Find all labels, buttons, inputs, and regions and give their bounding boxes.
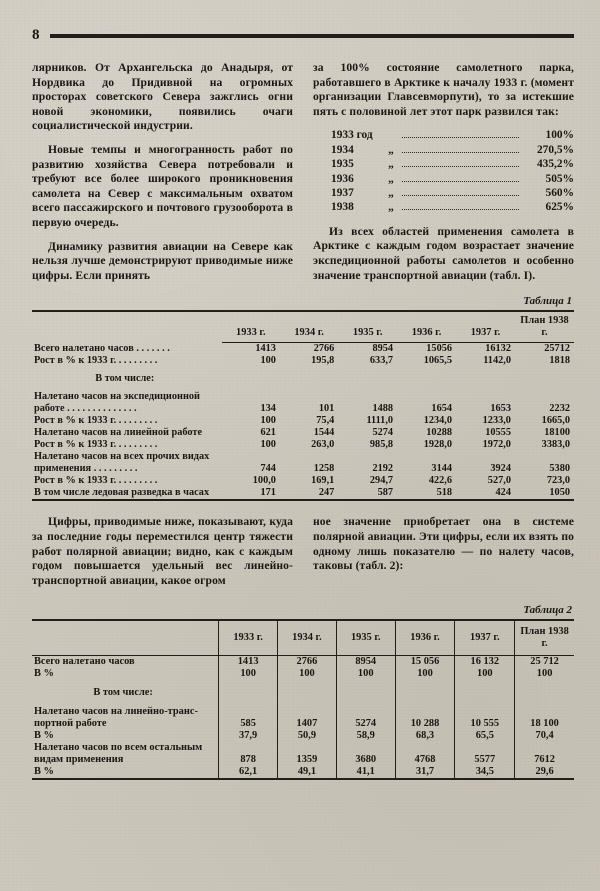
cell: 5577 — [455, 742, 515, 766]
cell: 633,7 — [369, 355, 394, 367]
table-1 — [32, 310, 574, 501]
cell: 1407 — [278, 706, 337, 730]
cell: 34,5 — [455, 766, 515, 779]
list-item — [313, 143, 574, 157]
cell: 15056 — [426, 343, 453, 355]
cell: 50,9 — [278, 730, 337, 742]
row-label: Рост в % к 1933 г. . . . . . . . . — [34, 355, 158, 367]
cell: 1654 — [431, 403, 453, 415]
paragraph: лярников. От Архангельска до Анадыря, от Нордвика до Придивной на огромных просторах советского Севера зажглись огни новой экономики, появились очаги социалистической индустрии. — [32, 61, 293, 133]
spacer-row — [32, 680, 574, 687]
table-row — [32, 355, 574, 367]
cell: 100 — [395, 668, 455, 680]
body-columns — [32, 61, 574, 283]
list-item — [313, 157, 574, 171]
cell: 1665,0 — [541, 415, 570, 427]
cell: 5380 — [549, 463, 570, 475]
cell: 294,7 — [369, 475, 394, 487]
list-item — [313, 186, 574, 200]
stat-value: 560% — [545, 187, 574, 199]
stat-value: 625% — [545, 201, 574, 214]
col-head-1933: 1933 г. — [222, 311, 280, 343]
cell: 70,4 — [515, 730, 574, 742]
cell: 100 — [336, 668, 395, 680]
cell: 422,6 — [428, 475, 453, 487]
cell: 65,5 — [455, 730, 515, 742]
cell: 1413 — [219, 656, 278, 669]
stat-ditto: „ — [388, 187, 394, 199]
cell: 29,6 — [515, 766, 574, 779]
cell: 171 — [260, 487, 276, 499]
table-header-row — [32, 311, 574, 343]
stat-ditto: „ — [388, 158, 394, 171]
cell: 263,0 — [311, 439, 335, 451]
cell: 1234,0 — [423, 415, 453, 427]
header-rule — [50, 34, 575, 38]
cell: 3144 — [431, 463, 453, 475]
cell: 878 — [219, 742, 278, 766]
cell: 10555 — [485, 427, 511, 439]
cell: 2766 — [313, 343, 335, 355]
cell: 1359 — [278, 742, 337, 766]
cell: 100 — [260, 439, 276, 451]
table-row — [32, 343, 574, 356]
cell: 100 — [278, 668, 337, 680]
leader-dots — [402, 186, 519, 196]
cell: 8954 — [372, 343, 394, 355]
cell: 16 132 — [455, 656, 515, 669]
right-column — [313, 61, 574, 283]
cell: 100 — [515, 668, 574, 680]
cell: 10 288 — [395, 706, 455, 730]
col-head-1933: 1933 г. — [219, 620, 278, 656]
table-row — [32, 742, 574, 766]
table-row — [32, 427, 574, 439]
row-label: Рост в % к 1933 г. . . . . . . . . — [34, 475, 158, 487]
cell: 68,3 — [395, 730, 455, 742]
row-label: В том числе ледовая разведка в часах — [34, 487, 210, 499]
cell: 1488 — [372, 403, 394, 415]
table-row — [32, 668, 574, 680]
middle-left-column — [32, 515, 293, 588]
aircraft-fleet-growth-list — [313, 128, 574, 214]
stat-year: 1938 — [331, 201, 354, 214]
paragraph: Цифры, приводимые ниже, показывают, куда за последние годы переместился центр тяжести работ полярной авиации; видно, как с каждым годом повышается удельный вес линейно-транспортной авиации, какое огром — [32, 515, 293, 587]
cell: 16132 — [485, 343, 511, 355]
left-column — [32, 61, 293, 283]
col-head-label — [32, 620, 219, 656]
cell: 10288 — [426, 427, 453, 439]
cell: 169,1 — [311, 475, 335, 487]
row-label: В % — [34, 668, 54, 680]
table-2-caption: Таблица 2 — [523, 604, 572, 617]
stat-ditto: „ — [388, 201, 394, 214]
cell: 424 — [495, 487, 511, 499]
cell: 1233,0 — [482, 415, 511, 427]
table-row — [32, 451, 574, 475]
col-head-1937: 1937 г. — [455, 620, 515, 656]
table-header-row — [32, 620, 574, 656]
stat-year: 1934 — [331, 143, 354, 156]
middle-right-column — [313, 515, 574, 588]
cell: 5274 — [372, 427, 394, 439]
cell: 37,9 — [219, 730, 278, 742]
cell: 134 — [260, 403, 276, 415]
cell: 1653 — [490, 403, 511, 415]
col-head-1935: 1935 г. — [336, 620, 395, 656]
stat-ditto: „ — [388, 172, 394, 185]
row-label: Налетано часов на всех прочих видах применения . . . . . . . . . — [34, 451, 210, 475]
col-head-1935: 1935 г. — [338, 311, 397, 343]
cell: 7612 — [515, 742, 574, 766]
paragraph: Новые темпы и многогранность работ по развитию хозяйства Севера потребовали и требуют все более широкого проникновения самолета на Север с максимальным охватом всего пассажирского и почтового грузооборота в первую очередь. — [32, 142, 293, 229]
list-item — [313, 200, 574, 214]
stat-value: 505% — [545, 172, 574, 185]
cell: 62,1 — [219, 766, 278, 779]
leader-dots — [402, 200, 519, 210]
row-subheader: В том числе: — [93, 687, 153, 699]
cell: 1111,0 — [366, 415, 394, 427]
cell: 1972,0 — [482, 439, 511, 451]
table-1-caption: Таблица 1 — [523, 295, 572, 308]
cell: 744 — [260, 463, 276, 475]
row-label: Налетано часов на линейно-транспортной работе — [34, 706, 198, 730]
col-head-1937: 1937 г. — [456, 311, 515, 343]
row-subheader: В том числе: — [95, 373, 155, 385]
cell: 1818 — [549, 355, 570, 367]
cell: 195,8 — [311, 355, 335, 367]
cell: 5274 — [336, 706, 395, 730]
stat-year: 1933 год — [331, 129, 373, 142]
col-head-1936: 1936 г. — [397, 311, 456, 343]
cell: 18100 — [544, 427, 570, 439]
stat-value: 435,2% — [536, 158, 574, 171]
cell: 1065,5 — [423, 355, 453, 367]
table-row — [32, 487, 574, 500]
cell: 527,0 — [487, 475, 511, 487]
paragraph: за 100% состояние самолетного парка, работавшего в Арктике к началу 1933 г. (момент организации Главсевморпути), то за истекшие пять с половиной лет этот парк развился так: — [313, 61, 574, 118]
stat-ditto: „ — [388, 143, 394, 156]
cell: 587 — [377, 487, 394, 499]
cell: 100 — [455, 668, 515, 680]
table-row — [32, 475, 574, 487]
cell: 8954 — [336, 656, 395, 669]
cell: 101 — [318, 403, 335, 415]
cell: 1413 — [255, 343, 276, 355]
stat-year: 1936 — [331, 172, 354, 185]
section-spacer — [32, 501, 574, 515]
row-label: Налетано часов на экспедиционной работе . . . . . . . . . . . . . . — [34, 391, 200, 415]
cell: 100 — [219, 668, 278, 680]
cell: 41,1 — [336, 766, 395, 779]
list-item — [313, 128, 574, 142]
cell: 585 — [219, 706, 278, 730]
page-header — [32, 28, 574, 43]
cell: 3680 — [336, 742, 395, 766]
stat-value: 100% — [545, 129, 574, 142]
table-row — [32, 656, 574, 669]
cell: 10 555 — [455, 706, 515, 730]
spacer-row — [32, 699, 574, 706]
col-head-1936: 1936 г. — [395, 620, 455, 656]
col-head-1934: 1934 г. — [278, 620, 337, 656]
cell: 25712 — [544, 343, 570, 355]
cell: 247 — [318, 487, 335, 499]
cell: 1928,0 — [423, 439, 453, 451]
cell: 4768 — [395, 742, 455, 766]
table-2-head — [32, 620, 574, 656]
table-row — [32, 706, 574, 730]
cell: 100 — [260, 355, 276, 367]
cell: 3924 — [490, 463, 511, 475]
cell: 985,8 — [369, 439, 394, 451]
cell: 2192 — [372, 463, 394, 475]
table-row — [32, 730, 574, 742]
cell: 1142,0 — [483, 355, 511, 367]
cell: 49,1 — [278, 766, 337, 779]
cell: 1258 — [313, 463, 335, 475]
leader-dots — [402, 157, 519, 167]
col-head-1934: 1934 г. — [280, 311, 338, 343]
table-2 — [32, 619, 574, 780]
paragraph: Динамику развития авиации на Севере как нельзя лучше демонстрируют приводимые ниже цифры. Если принять — [32, 239, 293, 282]
row-label: Всего налетано часов . . . . . . . — [34, 343, 170, 355]
table-row — [32, 391, 574, 415]
table-1-body — [32, 343, 574, 501]
leader-dots — [402, 172, 519, 182]
cell: 2232 — [549, 403, 570, 415]
cell: 100 — [260, 415, 276, 427]
cell: 518 — [436, 487, 453, 499]
cell: 3383,0 — [541, 439, 570, 451]
col-head-plan-1938: План 1938 г. — [515, 311, 574, 343]
cell: 15 056 — [395, 656, 455, 669]
paragraph: ное значение приобретает она в системе полярной авиации. Эти цифры, если их взять по одному лишь показателю — по налету часов, таковы (табл. 2): — [313, 515, 574, 573]
row-label: Рост в % к 1933 г. . . . . . . . . — [34, 439, 158, 451]
table-subheader-row — [32, 373, 574, 385]
middle-columns — [32, 515, 574, 588]
leader-dots — [402, 128, 519, 138]
col-head-label — [32, 311, 222, 343]
cell: 2766 — [278, 656, 337, 669]
row-label: Налетано часов по всем остальным видам применения — [34, 742, 203, 766]
leader-dots — [402, 143, 519, 153]
table-row — [32, 439, 574, 451]
row-label: В % — [34, 766, 54, 778]
cell: 621 — [260, 427, 276, 439]
stat-year: 1937 — [331, 187, 354, 199]
cell: 25 712 — [515, 656, 574, 669]
cell: 1544 — [313, 427, 335, 439]
table-row — [32, 415, 574, 427]
cell: 723,0 — [546, 475, 570, 487]
cell: 31,7 — [395, 766, 455, 779]
cell: 18 100 — [515, 706, 574, 730]
stat-value: 270,5% — [536, 143, 574, 156]
cell: 75,4 — [316, 415, 335, 427]
row-label: Всего налетано часов — [34, 656, 135, 668]
cell: 58,9 — [336, 730, 395, 742]
cell: 1050 — [549, 487, 570, 499]
table-row — [32, 766, 574, 779]
table-2-body — [32, 656, 574, 780]
list-item — [313, 172, 574, 186]
col-head-plan-1938: План 1938 г. — [515, 620, 574, 656]
stat-year: 1935 — [331, 158, 354, 171]
row-label: Налетано часов на линейной работе — [34, 427, 203, 439]
page-number: 8 — [32, 27, 40, 43]
table-subheader-row — [32, 687, 574, 699]
row-label: Рост в % к 1933 г. . . . . . . . . — [34, 415, 158, 427]
table-1-head — [32, 311, 574, 343]
row-label: В % — [34, 730, 54, 742]
paragraph: Из всех областей применения самолета в Арктике с каждым годом возрастает значение экспедиционной работы самолетов и особенно значение транспортной авиации (табл. I). — [313, 224, 574, 282]
cell: 100,0 — [252, 475, 276, 487]
